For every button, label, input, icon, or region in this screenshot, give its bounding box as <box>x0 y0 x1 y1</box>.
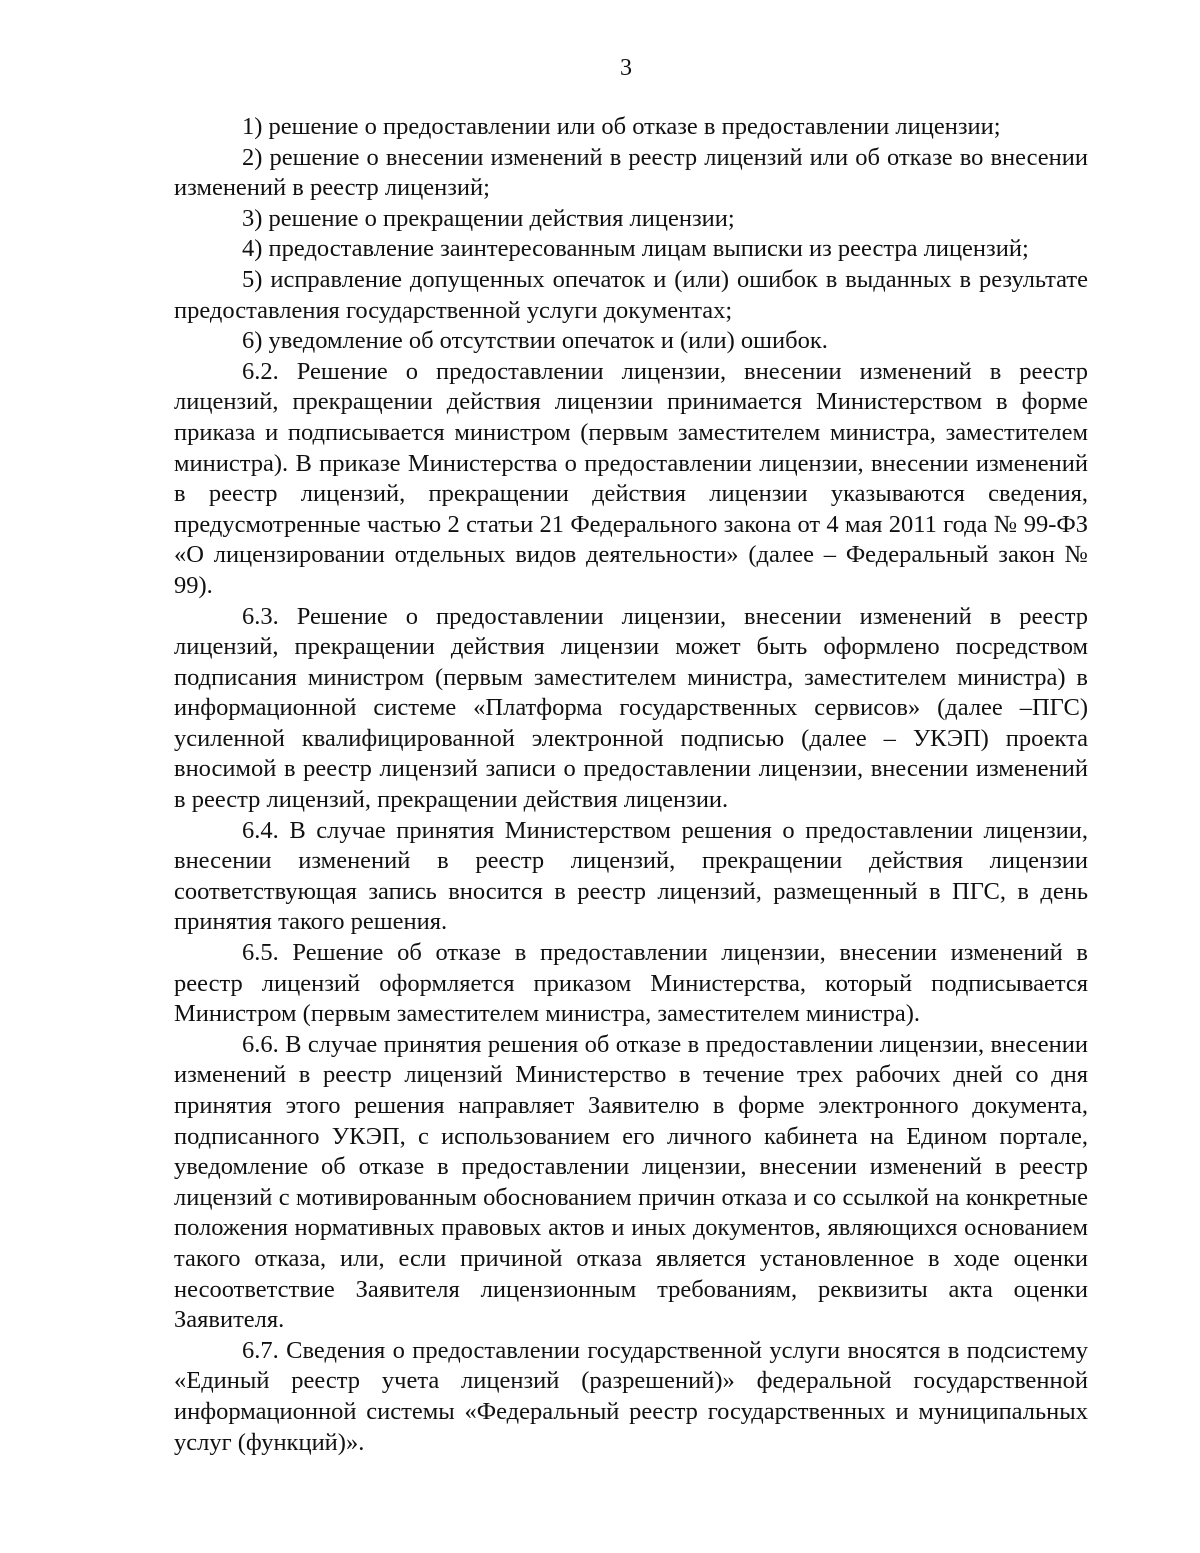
paragraph-item-5: 5) исправление допущенных опечаток и (или) ошибок в выданных в результате предоставления государственной услуги документах; <box>174 265 1088 324</box>
paragraph-item-4: 4) предоставление заинтересованным лицам выписки из реестра лицензий; <box>242 235 1029 263</box>
paragraph-6-3: 6.3. Решение о предоставлении лицензии, внесении изменений в реестр лицензий, прекращении действия лицензии может быть оформлено посредством подписания министром (первым заместителем министра, заместителем министра) в информационной системе «Платформа государственных сервисов» (далее –ПГС) усиленной квалифицированной электронной подписью (далее – УКЭП) проекта вносимой в реестр лицензий записи о предоставлении лицензии, внесении изменений в реестр лицензий, прекращении действия лицензии. <box>174 602 1088 814</box>
page-number: 3 <box>620 55 632 81</box>
paragraph-6-5: 6.5. Решение об отказе в предоставлении лицензии, внесении изменений в реестр лицензий оформляется приказом Министерства, который подписывается Министром (первым заместителем министра, заместителем министра). <box>174 939 1088 1028</box>
document-body <box>174 112 1088 1458</box>
paragraph-6-2: 6.2. Решение о предоставлении лицензии, внесении изменений в реестр лицензий, прекращении действия лицензии принимается Министерством в форме приказа и подписывается министром (первым заместителем министра, заместителем министра). В приказе Министерства о предоставлении лицензии, внесении изменений в реестр лицензий, прекращении действия лицензии указываются сведения, предусмотренные частью 2 статьи 21 Федерального закона от 4 мая 2011 года № 99-ФЗ «О лицензировании отдельных видов деятельности» (далее – Федеральный закон № 99). <box>174 357 1088 599</box>
paragraph-item-2: 2) решение о внесении изменений в реестр лицензий или об отказе во внесении изменений в реестр лицензий; <box>174 143 1088 202</box>
paragraph-item-1: 1) решение о предоставлении или об отказе в предоставлении лицензии; <box>242 113 1001 140</box>
paragraph-item-6: 6) уведомление об отсутствии опечаток и (или) ошибок. <box>242 327 828 355</box>
paragraph-6-7: 6.7. Сведения о предоставлении государственной услуги вносятся в подсистему «Единый реестр учета лицензий (разрешений)» федеральной государственной информационной системы «Федеральный реестр государственных и муниципальных услуг (функций)». <box>174 1336 1088 1456</box>
paragraph-6-6: 6.6. В случае принятия решения об отказе в предоставлении лицензии, внесении изменений в реестр лицензий Министерство в течение трех рабочих дней со дня принятия этого решения направляет Заявителю в форме электронного документа, подписанного УКЭП, с использованием его личного кабинета на Едином портале, уведомление об отказе в предоставлении лицензии, внесении изменений в реестр лицензий с мотивированным обоснованием причин отказа и со ссылкой на конкретные положения нормативных правовых актов и иных документов, являющихся основанием такого отказа, или, если причиной отказа является установленное в ходе оценки несоответствие Заявителя лицензионным требованиям, реквизиты акта оценки Заявителя. <box>174 1030 1088 1334</box>
paragraph-item-3: 3) решение о прекращении действия лицензии; <box>242 204 735 232</box>
paragraph-6-4: 6.4. В случае принятия Министерством решения о предоставлении лицензии, внесении изменений в реестр лицензий, прекращении действия лицензии соответствующая запись вносится в реестр лицензий, размещенный в ПГС, в день принятия такого решения. <box>174 816 1088 936</box>
